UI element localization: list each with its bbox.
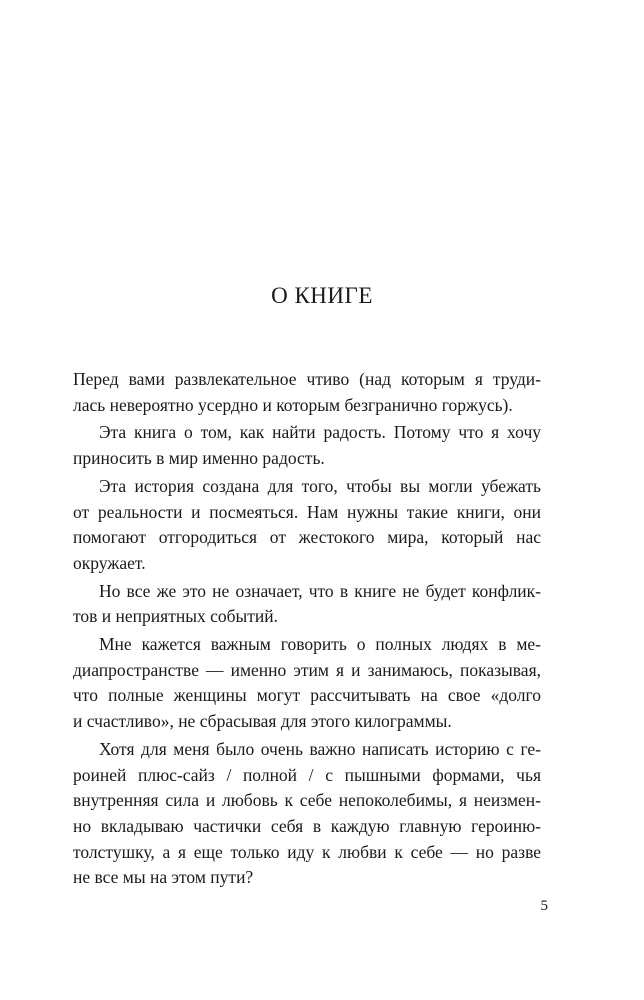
text-line: Мне кажется важным говорить о полных людях в ме- [99,634,541,655]
text-line: Перед вами развлекательное чтиво (над которым я труди- [73,369,541,389]
paragraph [73,632,541,735]
text-line: и счастливо», не сбрасывая для этого килограммы. [73,711,452,732]
text-line: но вкладываю частички себя в каждую главную героиню- [73,815,541,836]
text-line: приносить в мир именно радость. [73,448,325,469]
text-line: Эта история создана для того, чтобы вы могли убежать [99,475,541,496]
paragraph [73,579,541,630]
text-line: окружает. [73,552,146,573]
text-line: помогают отгородиться от жестокого мира, который нас [73,527,541,548]
paragraph [73,737,541,891]
body-text [73,367,541,891]
text-line: что полные женщины могут рассчитывать на свое «долго [73,685,541,706]
text-line: лась невероятно усердно и которым безгранично горжусь). [73,394,513,415]
text-line: толстушку, а я еще только иду к любви к себе — но разве [73,841,541,862]
paragraph [73,367,541,418]
text-line: Но все же это не означает, что в книге не будет конфлик- [99,580,541,601]
text-line: роиней плюс-сайз / полной / с пышными формами, чья [73,764,541,785]
chapter-title: О КНИГЕ [271,283,373,308]
text-line: не все мы на этом пути? [73,867,254,888]
paragraph [73,474,541,577]
text-line: внутренняя сила и любовь к себе непоколебимы, я неизмен- [73,790,541,811]
text-line: Эта книга о том, как найти радость. Потому что я хочу [99,422,541,443]
page-number: 5 [540,898,548,914]
text-line: диапространстве — именно этим я и занимаюсь, показывая, [73,659,541,680]
paragraph [73,420,541,471]
text-line: Хотя для меня было очень важно написать историю с ге- [99,738,541,759]
text-line: от реальности и посмеяться. Нам нужны такие книги, они [73,501,541,522]
text-line: тов и неприятных событий. [73,606,279,627]
